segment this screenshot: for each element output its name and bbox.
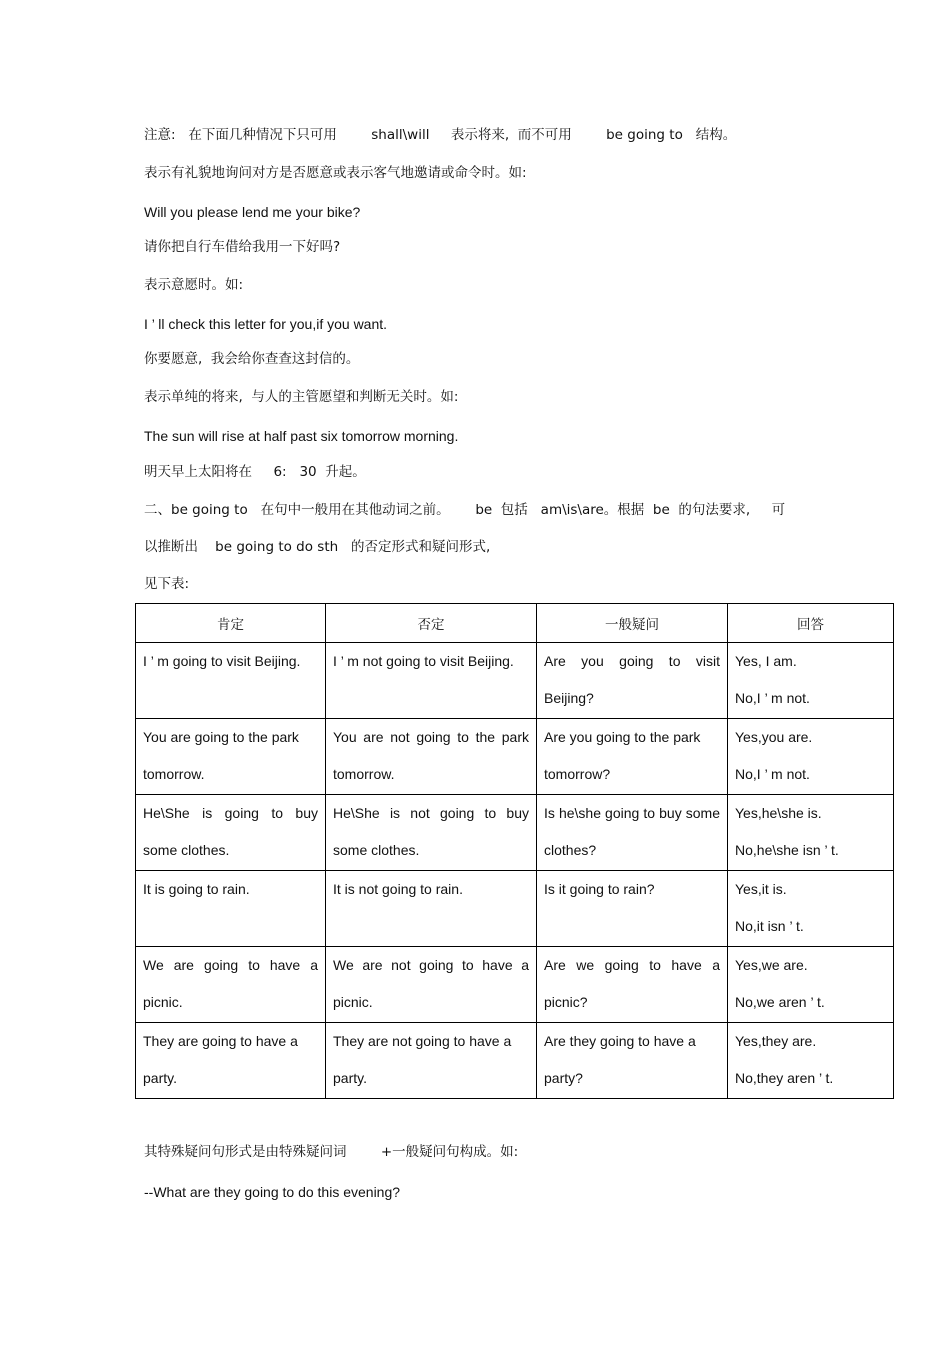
answer-yes: Yes,we are.: [735, 957, 808, 973]
cell-affirmative: He\She is going to buy some clothes.: [136, 795, 326, 871]
answer-yes: Yes,they are.: [735, 1033, 817, 1049]
answer-no: No,I ’ m not.: [735, 690, 810, 706]
cell-affirmative: We are going to have a picnic.: [136, 947, 326, 1023]
cell-answer: [728, 1023, 894, 1099]
cell-question: Is he\she going to buy some clothes?: [537, 795, 728, 871]
table-row: [136, 719, 894, 795]
answer-yes: Yes, I am.: [735, 653, 797, 669]
section2-line2: 以推断出 be going to do sth 的否定形式和疑问形式,: [144, 539, 491, 555]
case2-example-cn: 你要愿意, 我会给你查查这封信的。: [144, 351, 360, 367]
cell-affirmative: It is going to rain.: [136, 871, 326, 947]
table-row: [136, 795, 894, 871]
answer-no: No,we aren ’ t.: [735, 994, 825, 1010]
header-question: 一般疑问: [537, 604, 728, 643]
answer-no: No,he\she isn ’ t.: [735, 842, 839, 858]
cell-question: Are we going to have a picnic?: [537, 947, 728, 1023]
section2-line1: 二、be going to 在句中一般用在其他动词之前。 be 包括 am\is\are。根据 be 的句法要求, 可: [144, 502, 786, 518]
cell-answer: [728, 643, 894, 719]
table-row: [136, 871, 894, 947]
cell-negative: I ’ m not going to visit Beijing.: [326, 643, 537, 719]
cell-question: Is it going to rain?: [537, 871, 728, 947]
cell-question: Are you going to the park tomorrow?: [537, 719, 728, 795]
table-header-row: [136, 604, 894, 643]
case2-title: 表示意愿时。如:: [144, 277, 244, 293]
case3-title: 表示单纯的将来, 与人的主管愿望和判断无关时。如:: [144, 389, 459, 405]
answer-no: No,it isn ’ t.: [735, 918, 804, 934]
cell-question: Are you going to visit Beijing?: [537, 643, 728, 719]
cell-negative: He\She is not going to buy some clothes.: [326, 795, 537, 871]
section2-line3: 见下表:: [144, 576, 190, 592]
table-row: [136, 947, 894, 1023]
cell-negative: We are not going to have a picnic.: [326, 947, 537, 1023]
case3-example-en: The sun will rise at half past six tomorrow morning.: [144, 428, 459, 444]
cell-answer: [728, 947, 894, 1023]
table-row: [136, 1023, 894, 1099]
header-answer: 回答: [728, 604, 894, 643]
header-affirmative: 肯定: [136, 604, 326, 643]
special-question-example: --What are they going to do this evening?: [144, 1184, 401, 1200]
cell-affirmative: They are going to have a party.: [136, 1023, 326, 1099]
answer-yes: Yes,it is.: [735, 881, 787, 897]
cell-answer: [728, 871, 894, 947]
cell-negative: You are not going to the park tomorrow.: [326, 719, 537, 795]
answer-no: No,I ’ m not.: [735, 766, 810, 782]
case1-example-en: Will you please lend me your bike?: [144, 204, 361, 220]
answer-yes: Yes,you are.: [735, 729, 813, 745]
case1-example-cn: 请你把自行车借给我用一下好吗?: [144, 239, 341, 255]
case2-example-en: I ’ ll check this letter for you,if you want.: [144, 316, 388, 332]
cell-question: Are they going to have a party?: [537, 1023, 728, 1099]
cell-negative: They are not going to have a party.: [326, 1023, 537, 1099]
be-going-to-table: [135, 603, 894, 1099]
cell-answer: [728, 795, 894, 871]
case1-title: 表示有礼貌地询问对方是否愿意或表示客气地邀请或命令时。如:: [144, 165, 527, 181]
case3-example-cn: 明天早上太阳将在 6: 30 升起。: [144, 464, 366, 480]
answer-yes: Yes,he\she is.: [735, 805, 822, 821]
cell-negative: It is not going to rain.: [326, 871, 537, 947]
answer-no: No,they aren ’ t.: [735, 1070, 834, 1086]
note-line: 注意: 在下面几种情况下只可用 shall\will 表示将来, 而不可用 be going to 结构。: [144, 127, 737, 143]
cell-answer: [728, 719, 894, 795]
table-row: [136, 643, 894, 719]
header-negative: 否定: [326, 604, 537, 643]
cell-affirmative: You are going to the park tomorrow.: [136, 719, 326, 795]
cell-affirmative: I ’ m going to visit Beijing.: [136, 643, 326, 719]
special-question-line: 其特殊疑问句形式是由特殊疑问词 +一般疑问句构成。如:: [144, 1144, 519, 1160]
